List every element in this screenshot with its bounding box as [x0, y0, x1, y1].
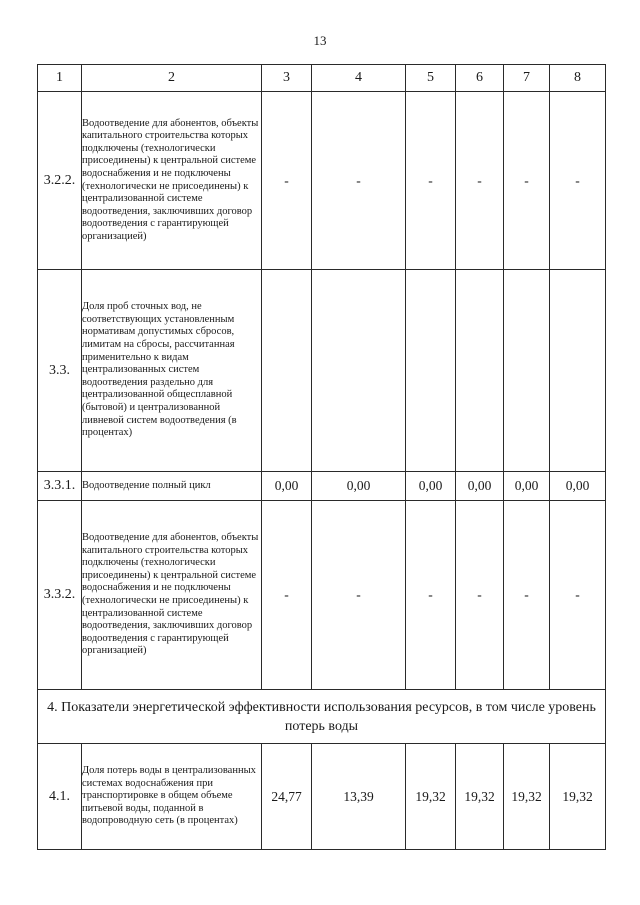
- table-row: [38, 270, 606, 472]
- header-row: [38, 65, 606, 92]
- value-cell: -: [504, 92, 550, 270]
- header-cell: 6: [456, 65, 504, 92]
- value-cell: -: [550, 501, 606, 690]
- value-cell: -: [262, 501, 312, 690]
- table-row: [38, 501, 606, 690]
- section-row: [38, 690, 606, 744]
- row-number: 3.3.2.: [38, 501, 82, 690]
- header-cell: 2: [82, 65, 262, 92]
- header-cell: 7: [504, 65, 550, 92]
- header-cell: 1: [38, 65, 82, 92]
- value-cell: [262, 270, 312, 472]
- value-cell: 0,00: [504, 472, 550, 501]
- value-cell: -: [456, 92, 504, 270]
- value-cell: 0,00: [312, 472, 406, 501]
- row-number: 3.2.2.: [38, 92, 82, 270]
- value-cell: 19,32: [550, 744, 606, 850]
- value-cell: 0,00: [456, 472, 504, 501]
- value-cell: 0,00: [262, 472, 312, 501]
- value-cell: [504, 270, 550, 472]
- page-number: 13: [313, 33, 327, 48]
- value-cell: -: [550, 92, 606, 270]
- value-cell: 24,77: [262, 744, 312, 850]
- value-cell: 19,32: [406, 744, 456, 850]
- header-cell: 5: [406, 65, 456, 92]
- header-cell: 4: [312, 65, 406, 92]
- table-row: [38, 744, 606, 850]
- value-cell: -: [456, 501, 504, 690]
- row-description: Водоотведение для абонентов, объекты капитального строительства которых подключены (технологически присоединены) к центральной системе водоснабжения и не подключены (технологически не присоединены) к централизованной системе водоотведения, заключивших договор водоотведения с гарантирующей организацией): [82, 92, 262, 270]
- row-description: Водоотведение для абонентов, объекты капитального строительства которых подключены (технологически присоединены) к центральной системе водоснабжения и не подключены (технологически не присоединены) к централизованной системе водоотведения, заключивших договор водоотведения с гарантирующей организацией): [82, 501, 262, 690]
- value-cell: [312, 270, 406, 472]
- value-cell: 13,39: [312, 744, 406, 850]
- value-cell: 0,00: [406, 472, 456, 501]
- header-cell: 3: [262, 65, 312, 92]
- header-cell: 8: [550, 65, 606, 92]
- value-cell: -: [312, 501, 406, 690]
- table-row: [38, 92, 606, 270]
- value-cell: -: [262, 92, 312, 270]
- indicators-table: [37, 64, 606, 850]
- row-description: Доля проб сточных вод, не соответствующих установленным нормативам допустимых сбросов, лимитам на сбросы, рассчитанная применительно к видам централизованных систем водоотведения раздельно для централизованной общесплавной (бытовой) и централизованной ливневой систем водоотведения (в процентах): [82, 270, 262, 472]
- value-cell: 19,32: [504, 744, 550, 850]
- row-description: Доля потерь воды в централизованных системах водоснабжения при транспортировке в общем объеме питьевой воды, поданной в водопроводную сеть (в процентах): [82, 744, 262, 850]
- value-cell: -: [312, 92, 406, 270]
- row-number: 3.3.: [38, 270, 82, 472]
- value-cell: -: [406, 501, 456, 690]
- value-cell: [456, 270, 504, 472]
- row-number: 4.1.: [38, 744, 82, 850]
- section-heading: 4. Показатели энергетической эффективности использования ресурсов, в том числе уровень потерь воды: [38, 690, 606, 744]
- row-number: 3.3.1.: [38, 472, 82, 501]
- value-cell: [550, 270, 606, 472]
- table-row: [38, 472, 606, 501]
- value-cell: -: [406, 92, 456, 270]
- value-cell: [406, 270, 456, 472]
- value-cell: 19,32: [456, 744, 504, 850]
- row-description: Водоотведение полный цикл: [82, 472, 262, 501]
- value-cell: -: [504, 501, 550, 690]
- value-cell: 0,00: [550, 472, 606, 501]
